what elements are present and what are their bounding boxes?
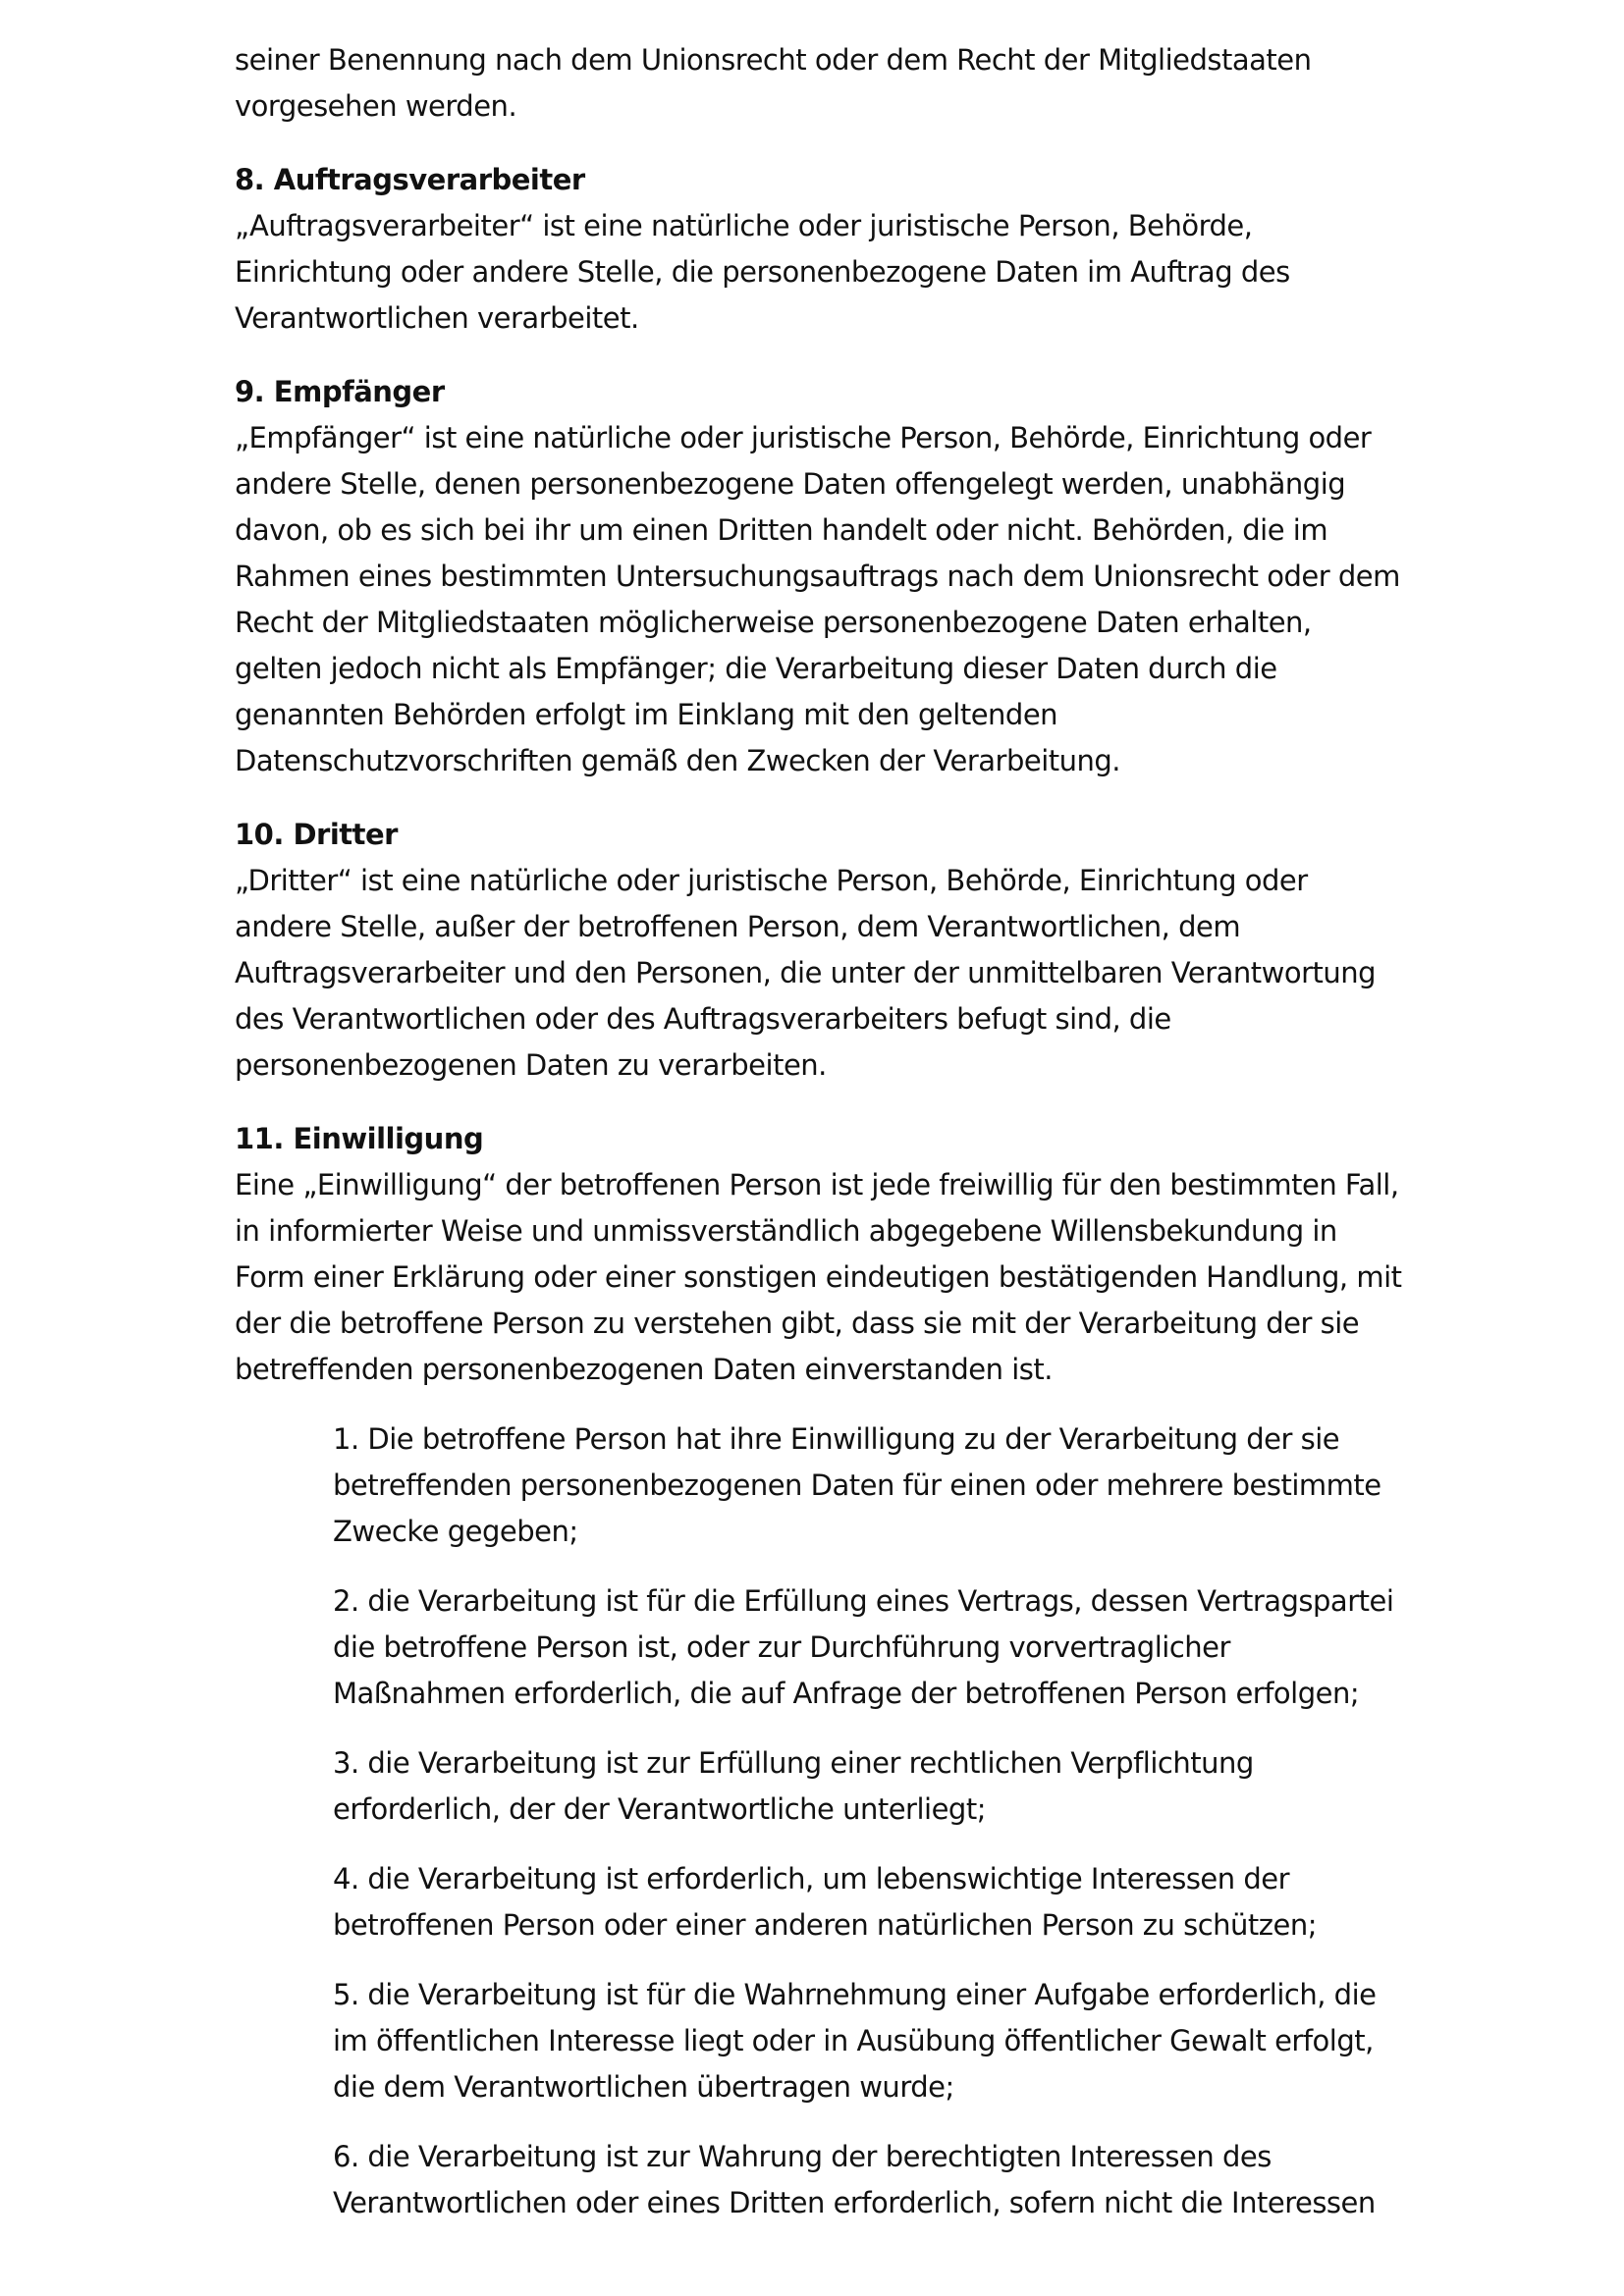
section-einwilligung [235,1116,1403,1393]
section-heading: 11. Einwilligung [235,1122,484,1155]
list-item: 5. die Verarbeitung ist für die Wahrnehmung einer Aufgabe erforderlich, die im öffentlichen Interesse liegt oder in Ausübung öffentlicher Gewalt erfolgt, die dem Verantwortlichen übertragen wurde; [333,1978,1377,2104]
section-body: „Dritter“ ist eine natürliche oder juristische Person, Behörde, Einrichtung oder andere Stelle, außer der betroffenen Person, dem Verantwortlichen, dem Auftragsverarbeiter und den Personen, die unter der unmittelbaren Verantwortung des Verantwortlichen oder des Auftragsverarbeiters befugt sind, die personenbezogenen Daten zu verarbeiten. [235,864,1377,1082]
section-body: „Empfänger“ ist eine natürliche oder juristische Person, Behörde, Einrichtung oder andere Stelle, denen personenbezogene Daten offengelegt werden, unabhängig davon, ob es sich bei ihr um einen Dritten handelt oder nicht. Behörden, die im Rahmen eines bestimmten Untersuchungsauftrags nach dem Unionsrecht oder dem Recht der Mitgliedstaaten möglicherweise personenbezogene Daten erhalten, gelten jedoch nicht als Empfänger; die Verarbeitung dieser Daten durch die genannten Behörden erfolgt im Einklang mit den geltenden Datenschutzvorschriften gemäß den Zwecken der Verarbeitung. [235,421,1400,777]
list-item: 2. die Verarbeitung ist für die Erfüllung eines Vertrags, dessen Vertragspartei die betroffene Person ist, oder zur Durchführung vorvertraglicher Maßnahmen erforderlich, die auf Anfrage der betroffenen Person erfolgen; [333,1584,1394,1710]
list-item: 4. die Verarbeitung ist erforderlich, um lebenswichtige Interessen der betroffenen Person oder einer anderen natürlichen Person zu schützen; [333,1862,1318,1942]
document-page [235,37,1403,2250]
section-heading: 10. Dritter [235,818,398,851]
intro-paragraph: seiner Benennung nach dem Unionsrecht oder dem Recht der Mitgliedstaaten vorgesehen werden. [235,43,1312,123]
section-dritter [235,812,1403,1089]
section-heading: 9. Empfänger [235,375,445,408]
section-empfaenger [235,369,1403,784]
section-heading: 8. Auftragsverarbeiter [235,163,585,196]
list-item: 1. Die betroffene Person hat ihre Einwilligung zu der Verarbeitung der sie betreffenden personenbezogenen Daten für einen oder mehrere bestimmte Zwecke gegeben; [333,1422,1381,1548]
list-item: 3. die Verarbeitung ist zur Erfüllung einer rechtlichen Verpflichtung erforderlich, der der Verantwortliche unterliegt; [333,1746,1254,1826]
section-body: „Auftragsverarbeiter“ ist eine natürliche oder juristische Person, Behörde, Einrichtung oder andere Stelle, die personenbezogene Daten im Auftrag des Verantwortlichen verarbeitet. [235,209,1290,335]
list-item: 6. die Verarbeitung ist zur Wahrung der berechtigten Interessen des Verantwortlichen oder eines Dritten erforderlich, sofern nicht die Interessen [333,2140,1376,2219]
section-body: Eine „Einwilligung“ der betroffenen Person ist jede freiwillig für den bestimmten Fall, in informierter Weise und unmissverständlich abgegebene Willensbekundung in Form einer Erklärung oder einer sonstigen eindeutigen bestätigenden Handlung, mit der die betroffene Person zu verstehen gibt, dass sie mit der Verarbeitung der sie betreffenden personenbezogenen Daten einverstanden ist. [235,1168,1402,1386]
legal-basis-list [333,1416,1403,2226]
section-auftragsverarbeiter [235,157,1403,342]
